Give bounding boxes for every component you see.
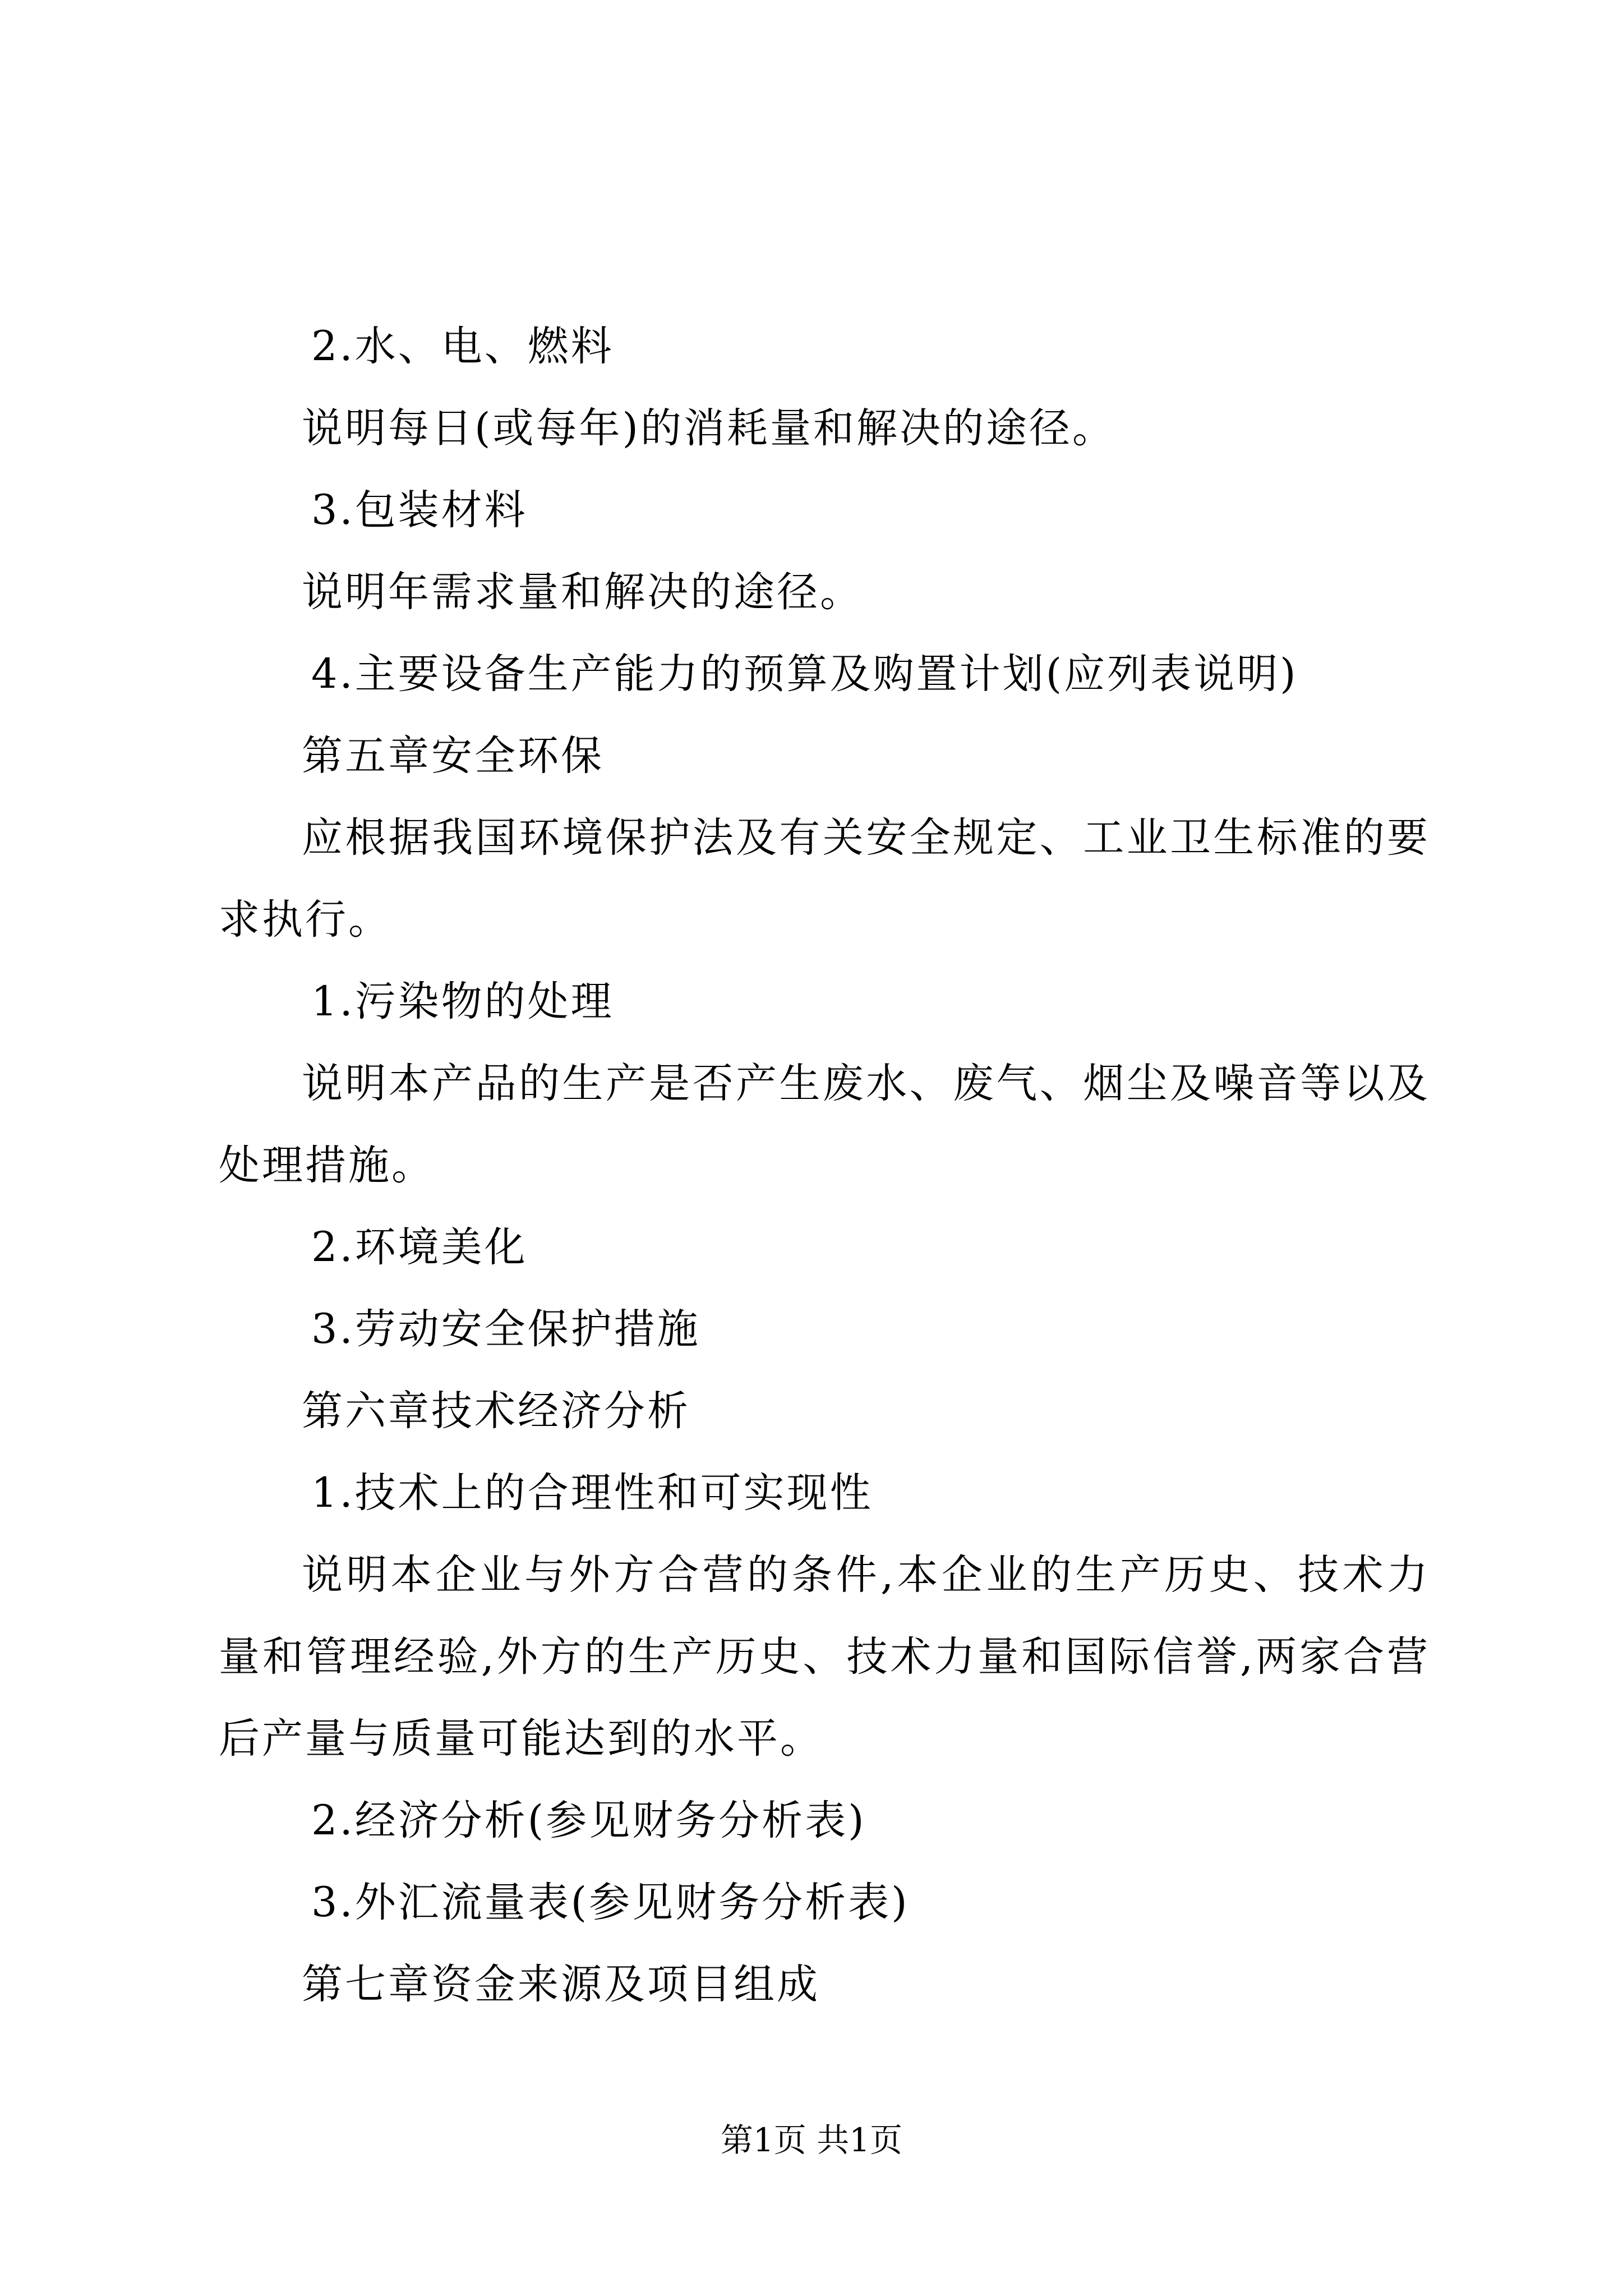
item-packaging-materials: 3.包装材料 <box>311 486 528 534</box>
body-paragraph: 说明本产品的生产是否产生废水、废气、烟尘及噪音等以及处理措施。 <box>219 1060 1430 1189</box>
document-body <box>219 306 1430 2026</box>
item-water-electric-fuel: 2.水、电、燃料 <box>311 323 614 370</box>
item-equipment-capacity: 4.主要设备生产能力的预算及购置计划(应列表说明) <box>311 650 1298 698</box>
item-labor-safety: 3.劳动安全保护措施 <box>311 1305 700 1353</box>
page-footer: 第1页 共1页 <box>720 2121 903 2159</box>
chapter-heading-5: 第五章安全环保 <box>302 732 604 780</box>
item-pollutant-treatment: 1.污染物的处理 <box>311 978 614 1025</box>
body-paragraph: 说明本企业与外方合营的条件,本企业的生产历史、技术力量和管理经验,外方的生产历史、技术力量和国际信誉,两家合营后产量与质量可能达到的水平。 <box>219 1551 1430 1763</box>
item-technical-feasibility: 1.技术上的合理性和可实现性 <box>311 1469 873 1517</box>
body-paragraph: 说明年需求量和解决的途径。 <box>302 568 863 616</box>
item-economic-analysis: 2.经济分析(参见财务分析表) <box>311 1797 866 1844</box>
item-forex-flow: 3.外汇流量表(参见财务分析表) <box>311 1879 910 1926</box>
chapter-heading-7: 第七章资金来源及项目组成 <box>302 1961 820 2008</box>
chapter-heading-6: 第六章技术经济分析 <box>302 1387 690 1435</box>
body-paragraph: 说明每日(或每年)的消耗量和解决的途径。 <box>302 404 1115 452</box>
body-paragraph: 应根据我国环境保护法及有关安全规定、工业卫生标准的要求执行。 <box>219 814 1430 944</box>
item-environment-beautification: 2.环境美化 <box>311 1223 528 1271</box>
